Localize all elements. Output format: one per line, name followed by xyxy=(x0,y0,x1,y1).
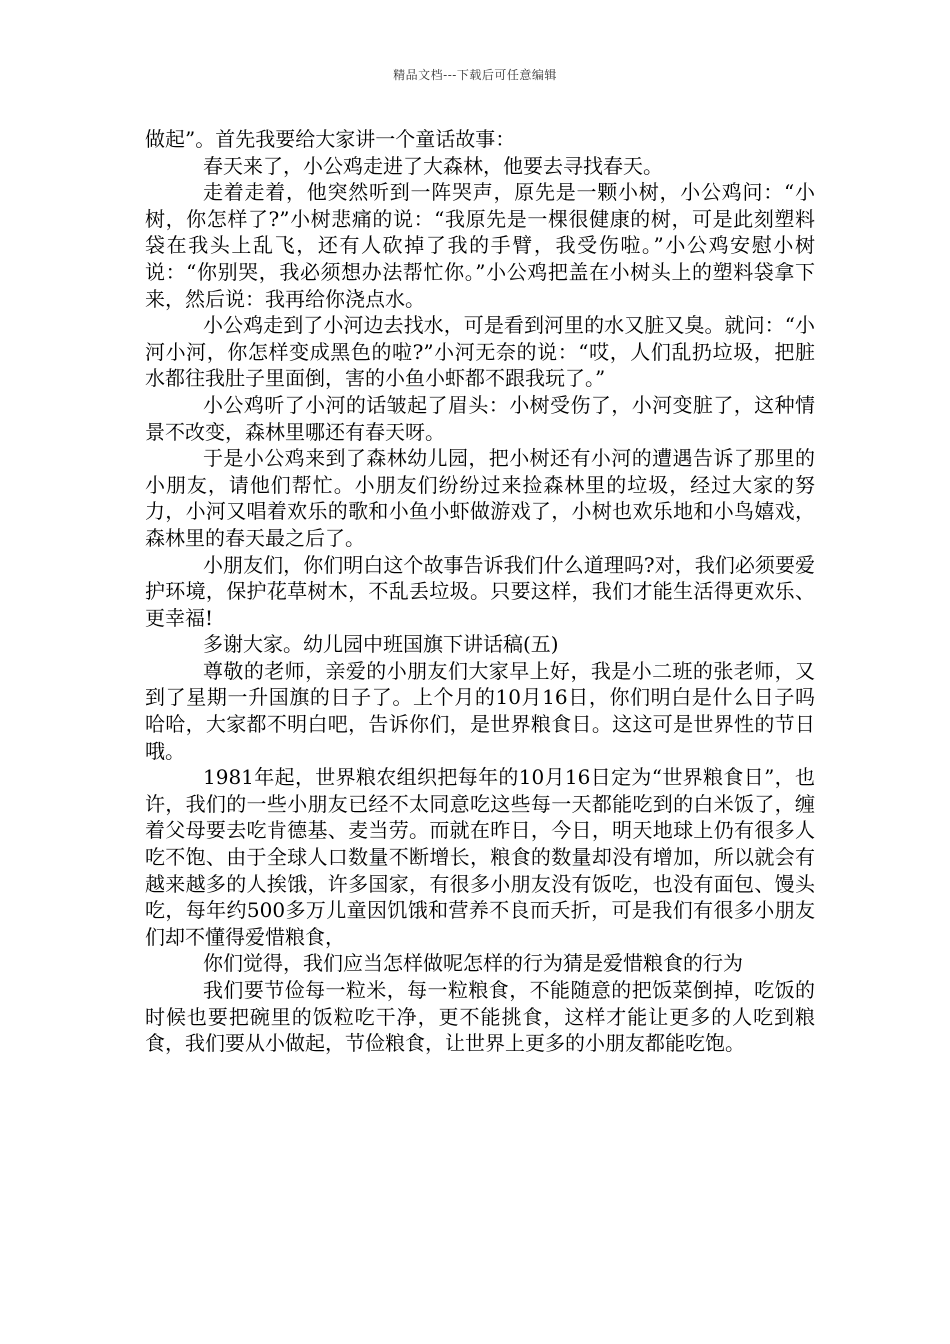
paragraph: 小公鸡走到了小河边去找水，可是看到河里的水又脏又臭。就问：“小河小河，你怎样变成黑色的啦?”小河无奈的说：“哎，人们乱扔垃圾，把脏水都往我肚子里面倒，害的小鱼小虾都不跟我玩了。” xyxy=(145,313,815,391)
paragraph: 你们觉得，我们应当怎样做呢怎样的行为猜是爱惜粮食的行为 xyxy=(203,951,743,976)
paragraph: 小公鸡听了小河的话皱起了眉头：小树受伤了，小河变脏了，这种情景不改变，森林里哪还有春天呀。 xyxy=(145,392,815,444)
paragraph: 我们要节俭每一粒米，每一粒粮食，不能随意的把饭菜倒掉，吃饭的时候也要把碗里的饭粒吃干净，更不能挑食，这样才能让更多的人吃到粮食，我们要从小做起，节俭粮食，让世界上更多的小朋友都能吃饱。 xyxy=(145,978,815,1056)
paragraph: 春天来了，小公鸡走进了大森林，他要去寻找春天。 xyxy=(203,153,663,178)
paragraph: 于是小公鸡来到了森林幼儿园，把小树还有小河的遭遇告诉了那里的小朋友，请他们帮忙。小朋友们纷纷过来捡森林里的垃圾，经过大家的努力，小河又唱着欢乐的歌和小鱼小虾做游戏了，小树也欢乐地和小鸟嬉戏，森林里的春天最之后了。 xyxy=(145,446,815,550)
document-body xyxy=(145,126,815,1057)
page-header: 精品文档---下载后可任意编辑 xyxy=(393,68,557,82)
section-title-paragraph: 多谢大家。幼儿园中班国旗下讲话稿(五) xyxy=(203,632,559,657)
paragraph: 走着走着，他突然听到一阵哭声，原先是一颗小树，小公鸡问：“小树，你怎样了?”小树悲痛的说：“我原先是一棵很健康的树，可是此刻塑料袋在我头上乱飞，还有人砍掉了我的手臂，我受伤啦。”小公鸡安慰小树说：“你别哭，我必须想办法帮忙你。”小公鸡把盖在小树头上的塑料袋拿下来，然后说：我再给你浇点水。 xyxy=(145,180,815,311)
paragraph: 做起”。首先我要给大家讲一个童话故事： xyxy=(145,127,516,151)
paragraph: 小朋友们，你们明白这个故事告诉我们什么道理吗?对，我们必须要爱护环境，保护花草树木，不乱丢垃圾。只要这样，我们才能生活得更欢乐、更幸福! xyxy=(145,552,815,630)
paragraph: 尊敬的老师，亲爱的小朋友们大家早上好，我是小二班的张老师，又到了星期一升国旗的日子了。上个月的10月16日，你们明白是什么日子吗哈哈，大家都不明白吧，告诉你们，是世界粮食日。这这可是世界性的节日哦。 xyxy=(145,658,815,763)
paragraph: 1981年起，世界粮农组织把每年的10月16日定为“世界粮食日”，也许，我们的一些小朋友已经不太同意吃这些每一天都能吃到的白米饭了，缠着父母要去吃肯德基、麦当劳。而就在昨日，今日，明天地球上仍有很多人吃不饱、由于全球人口数量不断增长，粮食的数量却没有增加，所以就会有越来越多的人挨饿，许多国家，有很多小朋友没有饭吃，也没有面包、馒头吃，每年约500多万儿童因饥饿和营养不良而夭折，可是我们有很多小朋友们却不懂得爱惜粮食， xyxy=(145,765,815,949)
